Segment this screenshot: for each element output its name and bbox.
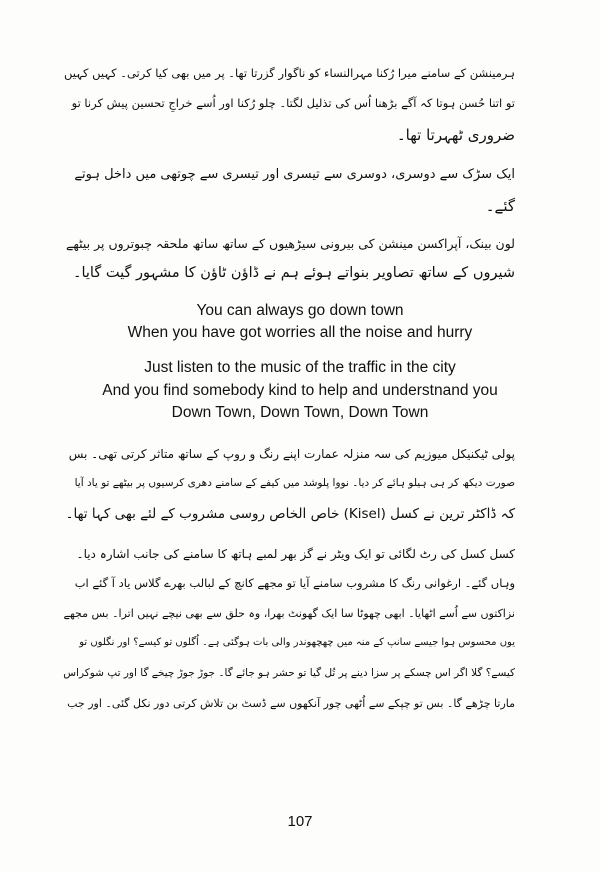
lyric-line: Just listen to the music of the traffic in the city <box>144 359 456 376</box>
lyric-line: When you have got worries all the noise and hurry <box>127 324 473 341</box>
text-line: شیروں کے ساتھ تصاویر بنواتے ہوئے ہم نے ڈاؤن ٹاؤن کا مشہور گیت گایا۔ <box>72 265 515 281</box>
text-line: گئے۔ <box>485 197 515 215</box>
lyric-line: Down Town, Down Town, Down Town <box>171 404 429 421</box>
text-line: لون بینک، آپراکسن مینشن کی بیرونی سیڑھیوں کے ساتھ ساتھ ملحقہ چبوتروں پر بیٹھے <box>66 236 515 251</box>
text-line: ہرمینشن کے سامنے میرا رُکنا مہرالنساء کو ناگوار گزرتا تھا۔ پر میں بھی کیا کرتی۔ کہیں کہیں <box>64 66 515 80</box>
lyric-line: You can always go down town <box>196 302 404 319</box>
text-line: مارتا چڑھے گا۔ بس تو چپکے سے اُٹھی چور آنکھوں سے ڈسٹ بن تلاش کرتی دور نکل گئی۔ اور جب <box>67 697 515 710</box>
lyric-line: And you find somebody kind to help and understnand you <box>102 382 498 399</box>
text-line: صورت دیکھ کر ہی ہیلو ہائے کر دیا۔ نووا پلوشد میں کیفے کے سامنے دھری کرسیوں پر بیٹھے تو یاد آیا <box>74 477 515 489</box>
text-line: ایک سڑک سے دوسری، دوسری سے تیسری اور تیسری سے چوتھی میں داخل ہوتے <box>74 167 515 182</box>
text-line: وہاں گئے۔ ارغوانی رنگ کا مشروب سامنے آیا تو مجھے کانچ کے لبالب بھرے گلاس یاد آ گئے اب <box>74 576 515 590</box>
text-line: کہ ڈاکٹر ترین نے کسل (Kisel) خاص الخاص روسی مشروب کے لئے بھی کہا تھا۔ <box>65 506 515 522</box>
text-line: کسل کسل کی رٹ لگائی تو ایک ویٹر نے گز بھر لمبے ہاتھ کا سامنے کی جانب اشارہ دیا۔ <box>76 547 515 561</box>
text-line: ضروری ٹھہرتا تھا۔ <box>396 126 515 144</box>
page-number: 107 <box>287 813 313 830</box>
text-line: نزاکتوں سے اُسے اٹھایا۔ ابھی چھوٹا سا ایک گھونٹ بھرا، وہ حلق سے بھی نیچے نہیں اترا۔ بس مجھے <box>63 607 515 620</box>
text-line: یوں محسوس ہوا جیسے سانپ کے منہ میں چھچھوندر والی بات ہوگئی ہے۔ اُگلوں تو کیسے؟ اور نگلوں تو <box>79 637 515 648</box>
text-line: تو اتنا حُسن ہوتا کہ آگے بڑھنا اُس کی تذلیل لگتا۔ چلو رُکنا اور اُسے خراجِ تحسین پیش کرنا تو <box>71 96 515 110</box>
text-line: پولی ٹیکنیکل میوزیم کی سہ منزلہ عمارت اپنے رنگ و روپ کے ساتھ متاثر کرتی تھی۔ بس <box>68 447 515 461</box>
text-line: کیسے؟ گلا اگر اس چسکے پر سزا دینے پر تُل گیا تو حشر ہو جائے گا۔ جوڑ جوڑ چیخے گا اور تپ شوکراس <box>63 667 515 679</box>
